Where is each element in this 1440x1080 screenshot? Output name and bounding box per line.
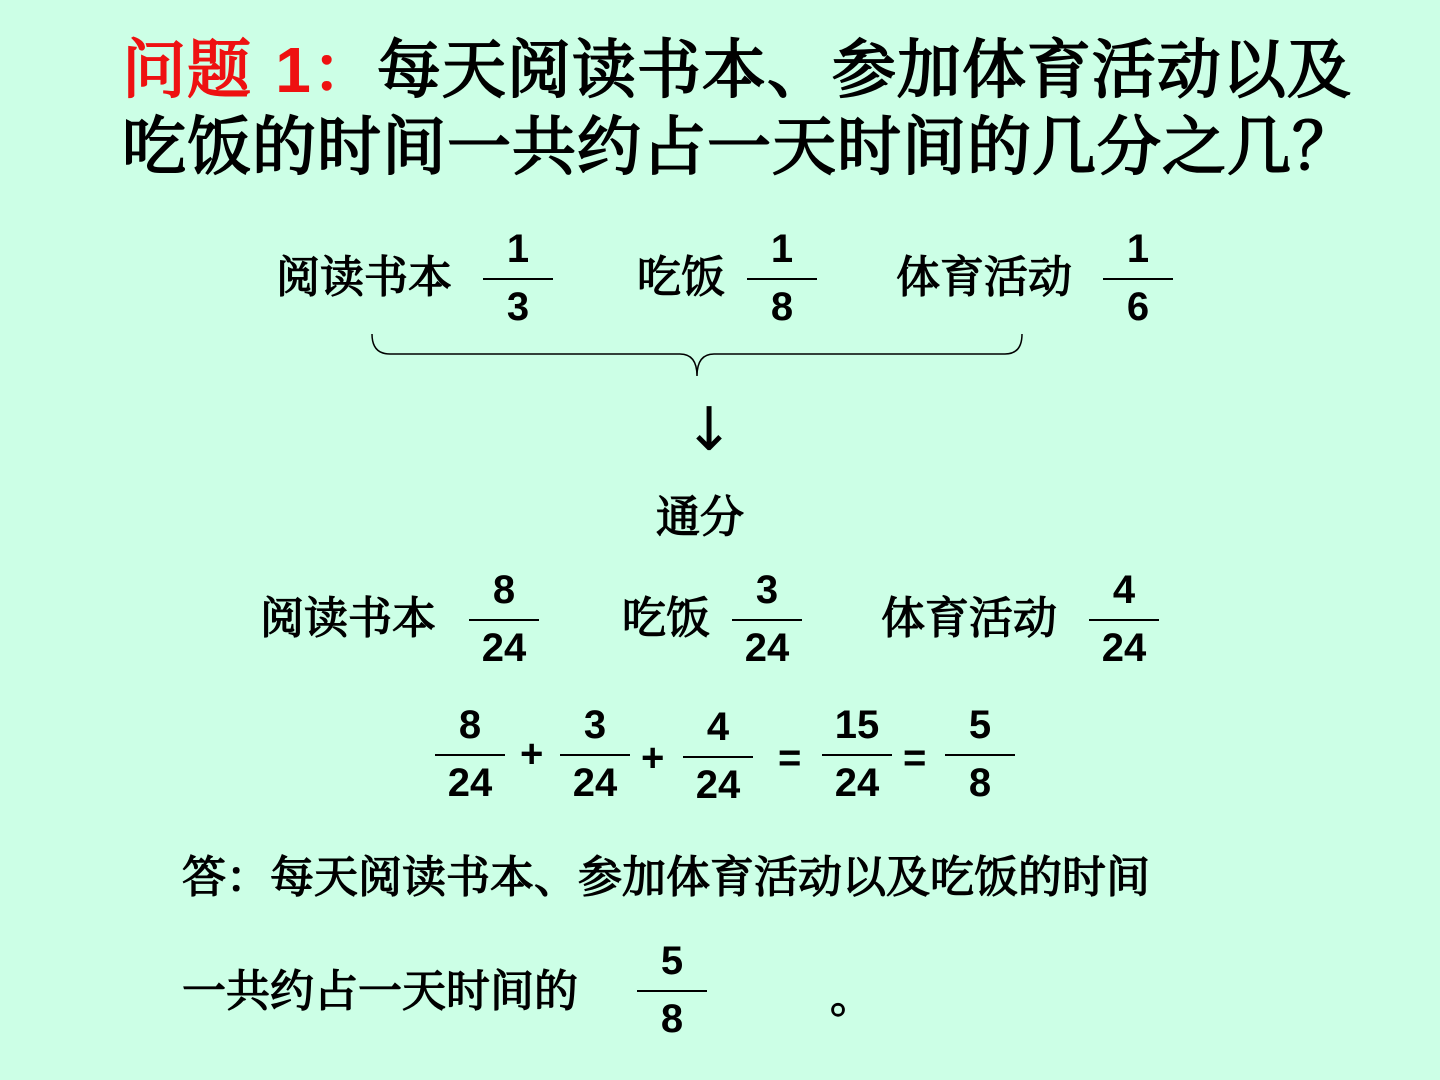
numerator: 1 xyxy=(1126,227,1150,271)
numerator: 1 xyxy=(506,227,530,271)
fraction-bar xyxy=(747,278,817,280)
grouping-brace xyxy=(360,330,1040,384)
numerator: 3 xyxy=(755,568,779,612)
numerator: 4 xyxy=(706,705,730,749)
converted-fraction-sports xyxy=(1089,567,1159,671)
numerator: 3 xyxy=(583,703,607,747)
denominator: 24 xyxy=(481,625,527,670)
equation-term-3 xyxy=(683,704,753,808)
question-label: 问题 1： xyxy=(122,33,377,108)
converted-fraction-reading xyxy=(469,567,539,671)
fraction-eating xyxy=(747,226,817,330)
converted-fraction-eating xyxy=(732,567,802,671)
equation-sum xyxy=(822,702,892,806)
denominator: 24 xyxy=(447,760,493,805)
fraction-bar xyxy=(732,619,802,621)
equals-sign: = xyxy=(778,736,802,780)
activity-label-reading: 阅读书本 xyxy=(276,252,452,303)
numerator: 1 xyxy=(770,227,794,271)
fraction-bar xyxy=(822,754,892,756)
fraction-bar xyxy=(683,756,753,758)
denominator: 24 xyxy=(744,625,790,670)
fraction-bar xyxy=(637,990,707,992)
numerator: 8 xyxy=(458,703,482,747)
converted-label-eating: 吃饭 xyxy=(622,593,710,644)
denominator: 8 xyxy=(968,760,992,805)
fraction-bar xyxy=(1103,278,1173,280)
denominator: 24 xyxy=(834,760,880,805)
question-line-2: 吃饭的时间一共约占一天时间的几分之几？ xyxy=(122,110,1357,185)
activity-label-sports: 体育活动 xyxy=(896,252,1072,303)
question-text-1: 每天阅读书本、参加体育活动以及 xyxy=(376,33,1352,108)
denominator: 8 xyxy=(660,996,684,1041)
numerator: 5 xyxy=(660,939,684,983)
answer-fraction xyxy=(637,938,707,1042)
fraction-bar xyxy=(945,754,1015,756)
plus-sign: + xyxy=(520,732,544,776)
denominator: 8 xyxy=(770,284,794,329)
fraction-bar xyxy=(469,619,539,621)
answer-period: 。 xyxy=(830,972,874,1023)
denominator: 24 xyxy=(1101,625,1147,670)
fraction-sports xyxy=(1103,226,1173,330)
numerator: 5 xyxy=(968,703,992,747)
fraction-bar xyxy=(1089,619,1159,621)
denominator: 24 xyxy=(572,760,618,805)
equation-term-1 xyxy=(435,702,505,806)
converted-label-reading: 阅读书本 xyxy=(260,593,436,644)
answer-line-1: 答：每天阅读书本、参加体育活动以及吃饭的时间 xyxy=(182,852,1150,903)
step-label: 通分 xyxy=(656,492,744,543)
equation-result xyxy=(945,702,1015,806)
answer-line-2: 一共约占一天时间的 xyxy=(182,966,578,1017)
denominator: 6 xyxy=(1126,284,1150,329)
fraction-bar xyxy=(483,278,553,280)
fraction-bar xyxy=(560,754,630,756)
fraction-bar xyxy=(435,754,505,756)
down-arrow-icon: ↓ xyxy=(684,395,735,465)
numerator: 8 xyxy=(492,568,516,612)
denominator: 24 xyxy=(695,762,741,807)
numerator: 4 xyxy=(1112,568,1136,612)
activity-label-eating: 吃饭 xyxy=(637,252,725,303)
fraction-reading xyxy=(483,226,553,330)
converted-label-sports: 体育活动 xyxy=(881,593,1057,644)
equation-term-2 xyxy=(560,702,630,806)
numerator: 15 xyxy=(834,703,880,747)
equals-sign: = xyxy=(903,736,927,780)
denominator: 3 xyxy=(506,284,530,329)
question-line-1 xyxy=(122,33,1352,108)
plus-sign: + xyxy=(641,736,665,780)
